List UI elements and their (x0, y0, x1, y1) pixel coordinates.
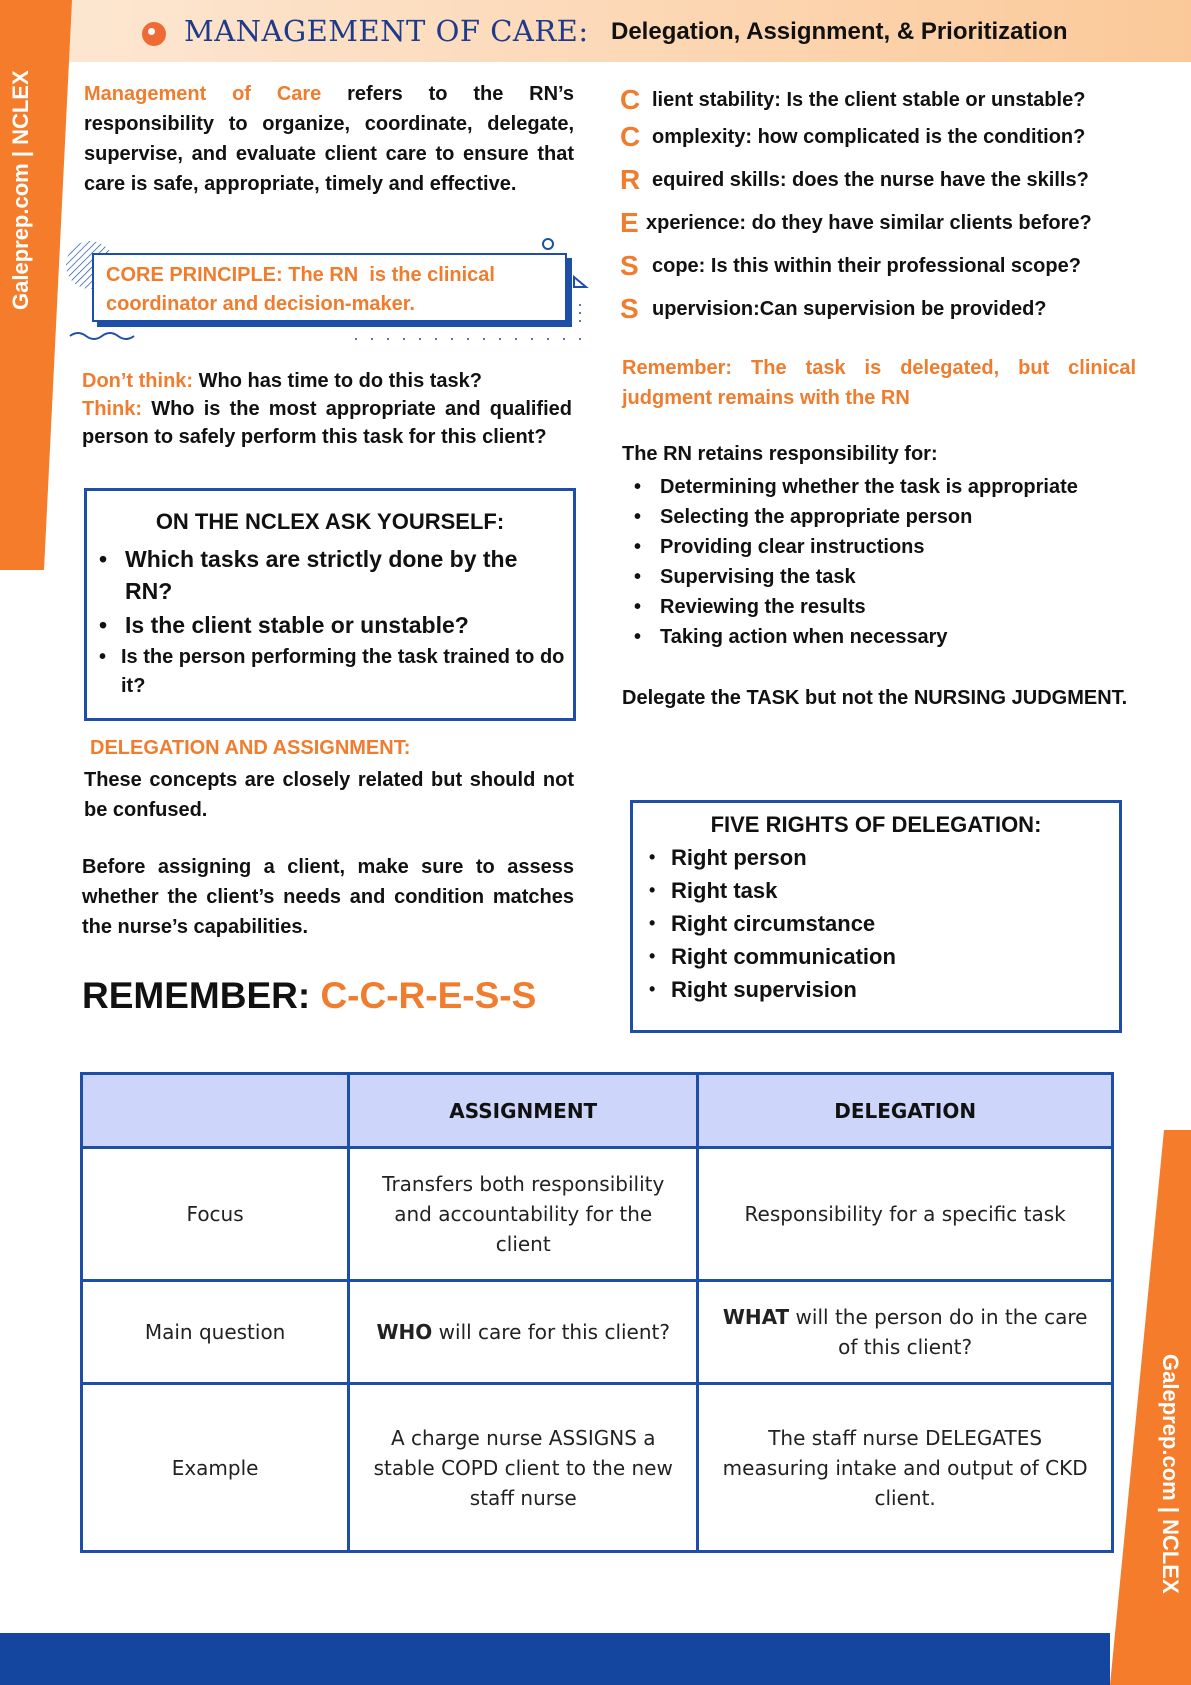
think-section (82, 367, 572, 451)
list-item: • Right task (645, 874, 896, 907)
table-cell (698, 1281, 1113, 1384)
right-ribbon-label: Galeprep.com | NCLEX (1158, 1354, 1183, 1594)
table-header-row (82, 1074, 1113, 1148)
retains-title: The RN retains responsibility for: (622, 443, 938, 465)
ask-list (95, 543, 565, 701)
table-cell-text: will care for this client? (432, 1320, 670, 1344)
remember-heading (82, 975, 536, 1017)
remember-label: REMEMBER: (82, 975, 311, 1016)
list-item: • Determining whether the task is appropriate (632, 472, 1078, 502)
table-header-cell (82, 1074, 349, 1148)
five-rights-title: FIVE RIGHTS OF DELEGATION: (710, 812, 1042, 837)
ccress-letter: R (620, 164, 641, 195)
retains-list (632, 472, 1078, 652)
five-rights-list (645, 841, 896, 1006)
list-item: • Right supervision (645, 973, 896, 1006)
list-item: • Supervising the task (632, 562, 1078, 592)
page-header (0, 0, 1191, 62)
list-item: • Which tasks are strictly done by the RN? (95, 543, 565, 607)
ccress-letter: E (620, 207, 639, 238)
table-cell-bold: WHO (376, 1320, 433, 1344)
ccress-text: omplexity: how complicated is the condition? (652, 126, 1086, 148)
table-cell: Main question (82, 1281, 349, 1384)
ccress-text: xperience: do they have similar clients before? (646, 212, 1092, 234)
list-item: • Selecting the appropriate person (632, 502, 1078, 532)
remember-acronym: C-C-R-E-S-S (320, 975, 537, 1016)
ccress-letter: S (620, 250, 639, 281)
intro-text: refers to the RN’s responsibility to organize, coordinate, delegate, supervise, and evaluate client care to ensure that care is safe, appropriate, timely and effective. (84, 83, 574, 195)
ccress-text: upervision:Can supervision be provided? (652, 298, 1047, 320)
ccress-item (620, 84, 1085, 116)
think-label: Think: (82, 398, 142, 420)
core-principle-callout (60, 235, 590, 345)
list-item: • Providing clear instructions (632, 532, 1078, 562)
ccress-letter: C (620, 84, 641, 115)
think-text: Who is the most appropriate and qualified person to safely perform this task for this client? (82, 398, 572, 448)
page-title: MANAGEMENT OF CARE: (184, 14, 589, 48)
assignment-delegation-table (80, 1072, 1114, 1553)
core-principle-box (92, 253, 567, 322)
delegation-assignment-text: These concepts are closely related but should not be confused. (84, 769, 574, 821)
list-item: • Right person (645, 841, 896, 874)
table-cell: The staff nurse DELEGATES measuring intake and output of CKD client. (698, 1384, 1113, 1552)
core-principle-line2: coordinator and decision-maker. (106, 293, 415, 315)
table-cell-bold: WHAT (722, 1305, 790, 1329)
ccress-item (620, 250, 1081, 282)
before-assigning-text: Before assigning a client, make sure to assess whether the client’s needs and condition matches the nurse’s capabilities. (82, 856, 574, 938)
remember-judgment-note: Remember: The task is delegated, but clinical judgment remains with the RN (622, 357, 1136, 409)
dont-think-label: Don’t think: (82, 370, 194, 392)
table-cell: Transfers both responsibility and accountability for the client (349, 1148, 698, 1281)
ccress-item (620, 121, 1085, 153)
intro-paragraph (84, 79, 574, 199)
list-item: • Is the person performing the task trained to do it? (95, 643, 565, 701)
left-ribbon-label: Galeprep.com | NCLEX (8, 70, 33, 310)
five-rights-box (630, 800, 1122, 1033)
table-row (82, 1384, 1113, 1552)
dont-think-text: Who has time to do this task? (193, 370, 482, 392)
table-row (82, 1148, 1113, 1281)
table-cell: Focus (82, 1148, 349, 1281)
bird-logo-icon (142, 22, 166, 46)
table-cell-text: will the person do in the care of this client? (789, 1305, 1088, 1359)
ccress-item (620, 293, 1047, 325)
ccress-text: equired skills: does the nurse have the skills? (652, 169, 1089, 191)
ccress-text: cope: Is this within their professional scope? (652, 255, 1081, 277)
table-row (82, 1281, 1113, 1384)
core-principle-line1: CORE PRINCIPLE: The RN is the clinical (106, 264, 495, 286)
ccress-letter: C (620, 121, 641, 152)
table-header-cell: DELEGATION (698, 1074, 1113, 1148)
ask-box-title: ON THE NCLEX ASK YOURSELF: (155, 509, 505, 534)
page-subtitle: Delegation, Assignment, & Prioritization (611, 18, 1068, 45)
list-item: • Right circumstance (645, 907, 896, 940)
ccress-text: lient stability: Is the client stable or unstable? (652, 89, 1086, 111)
delegate-task-note: Delegate the TASK but not the NURSING JUDGMENT. (622, 687, 1128, 709)
table-cell: Responsibility for a specific task (698, 1148, 1113, 1281)
list-item: • Reviewing the results (632, 592, 1078, 622)
intro-lead: Management of Care (84, 83, 322, 105)
table-cell: A charge nurse ASSIGNS a stable COPD client to the new staff nurse (349, 1384, 698, 1552)
nclex-ask-box (84, 488, 576, 721)
list-item: • Right communication (645, 940, 896, 973)
list-item: • Taking action when necessary (632, 622, 1078, 652)
ccress-item (620, 164, 1089, 196)
table-cell: Example (82, 1384, 349, 1552)
table-cell (349, 1281, 698, 1384)
delegation-assignment-title: DELEGATION AND ASSIGNMENT: (90, 737, 411, 759)
ccress-letter: S (620, 293, 639, 324)
footer-band (0, 1633, 1110, 1685)
table-header-cell: ASSIGNMENT (349, 1074, 698, 1148)
list-item: • Is the client stable or unstable? (95, 609, 565, 641)
ccress-item (620, 207, 1092, 239)
